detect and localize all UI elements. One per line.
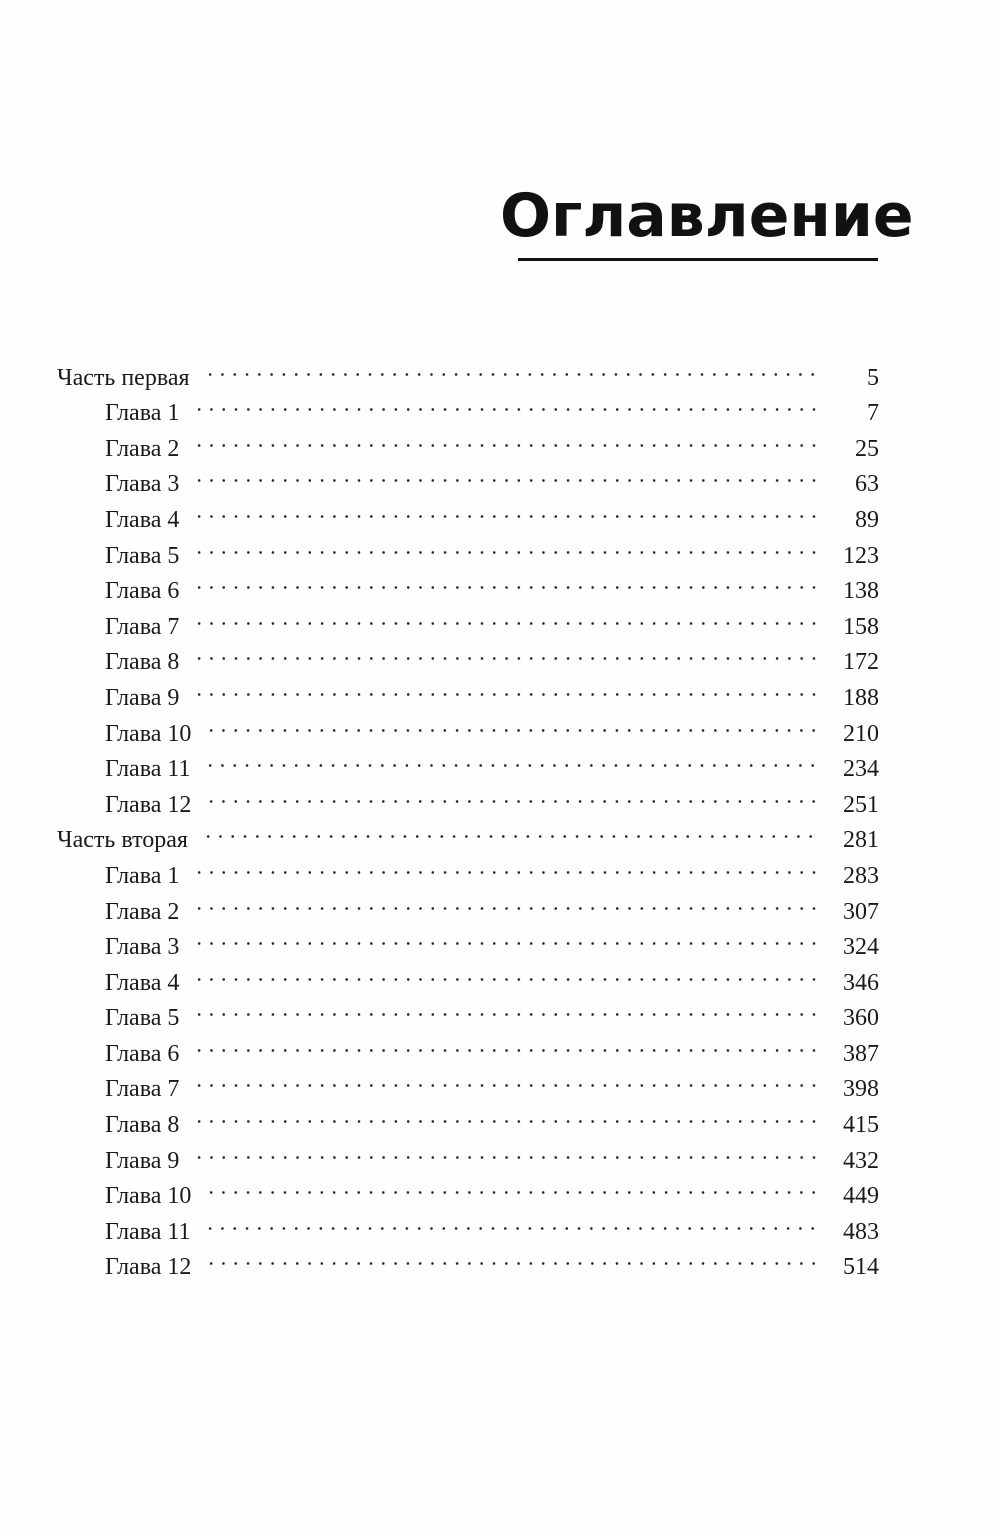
toc-page-number: 281	[843, 827, 879, 854]
dot-leader	[205, 776, 827, 812]
title-underline	[518, 258, 878, 261]
dot-leader	[193, 634, 827, 670]
toc-entry-label: Часть вторая	[57, 827, 188, 854]
toc-page-number: 172	[843, 649, 879, 676]
dot-leader	[193, 598, 827, 634]
dot-leader	[193, 420, 827, 456]
toc-entry-label: Глава 1	[105, 400, 180, 427]
toc-entry-label: Глава 6	[105, 1040, 180, 1067]
toc-page-number: 360	[843, 1005, 879, 1032]
toc-page-number: 283	[843, 862, 879, 889]
toc-entry-label: Глава 9	[105, 684, 180, 711]
toc-entry-label: Глава 3	[105, 471, 180, 498]
dot-leader	[204, 741, 827, 777]
dot-leader	[205, 705, 827, 741]
toc-entry-label: Глава 11	[105, 1218, 191, 1245]
toc-entry-label: Глава 8	[105, 649, 180, 676]
toc-page-number: 210	[843, 720, 879, 747]
toc-entry-label: Глава 7	[105, 1076, 180, 1103]
dot-leader	[193, 491, 827, 527]
toc-entry-label: Глава 2	[105, 898, 180, 925]
toc-entry-label: Глава 3	[105, 934, 180, 961]
toc-entry-label: Глава 7	[105, 613, 180, 640]
dot-leader	[193, 527, 827, 563]
toc-entry-label: Глава 2	[105, 435, 180, 462]
toc-page-number: 514	[843, 1254, 879, 1281]
dot-leader	[193, 1025, 827, 1061]
page-title: Оглавление	[500, 181, 914, 251]
dot-leader	[193, 954, 827, 990]
dot-leader	[193, 1132, 827, 1168]
toc-page-number: 483	[843, 1218, 879, 1245]
toc-entry-label: Часть первая	[57, 364, 190, 391]
toc-entry-label: Глава 10	[105, 720, 192, 747]
toc-page-number: 25	[855, 435, 879, 462]
toc-page-number: 307	[843, 898, 879, 925]
toc-page-number: 234	[843, 756, 879, 783]
toc-page-number: 158	[843, 613, 879, 640]
dot-leader	[204, 1203, 827, 1239]
toc-entry-label: Глава 5	[105, 542, 180, 569]
dot-leader	[193, 563, 827, 599]
toc-entry-label: Глава 11	[105, 756, 191, 783]
dot-leader	[205, 1239, 827, 1275]
toc-entry-label: Глава 4	[105, 506, 180, 533]
toc-entry-label: Глава 4	[105, 969, 180, 996]
dot-leader	[193, 669, 827, 705]
toc-page-number: 63	[855, 471, 879, 498]
dot-leader	[193, 1096, 827, 1132]
toc-entry-label: Глава 5	[105, 1005, 180, 1032]
toc-page-number: 415	[843, 1112, 879, 1139]
toc-entry-label: Глава 6	[105, 578, 180, 605]
dot-leader	[193, 990, 827, 1026]
table-of-contents	[57, 349, 879, 1281]
toc-page-number: 123	[843, 542, 879, 569]
toc-page-number: 387	[843, 1040, 879, 1067]
toc-page-number: 5	[867, 364, 879, 391]
title-block	[500, 180, 914, 252]
dot-leader	[202, 812, 827, 848]
dot-leader	[193, 385, 827, 421]
dot-leader	[193, 847, 827, 883]
toc-page-number: 138	[843, 578, 879, 605]
toc-page-number: 398	[843, 1076, 879, 1103]
toc-entry-label: Глава 8	[105, 1112, 180, 1139]
toc-entry-label: Глава 12	[105, 1254, 192, 1281]
toc-entry-label: Глава 10	[105, 1183, 192, 1210]
dot-leader	[204, 349, 827, 385]
dot-leader	[193, 883, 827, 919]
dot-leader	[193, 1061, 827, 1097]
toc-page-number: 432	[843, 1147, 879, 1174]
toc-entry-label: Глава 9	[105, 1147, 180, 1174]
dot-leader	[205, 1168, 827, 1204]
toc-entry-label: Глава 12	[105, 791, 192, 818]
toc-page-number: 346	[843, 969, 879, 996]
dot-leader	[193, 919, 827, 955]
dot-leader	[193, 456, 827, 492]
toc-page-number: 251	[843, 791, 879, 818]
toc-part-row	[57, 349, 879, 391]
toc-page-number: 89	[855, 506, 879, 533]
toc-entry-label: Глава 1	[105, 862, 180, 889]
toc-page-number: 7	[867, 400, 879, 427]
toc-page-number: 324	[843, 934, 879, 961]
toc-page-number: 188	[843, 684, 879, 711]
toc-page-number: 449	[843, 1183, 879, 1210]
